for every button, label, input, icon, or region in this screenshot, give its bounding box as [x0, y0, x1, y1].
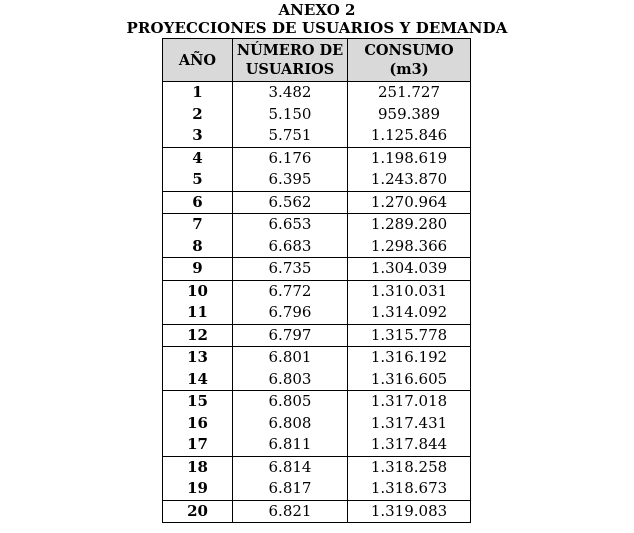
consumption-cell: 1.318.258 — [348, 456, 471, 478]
year-cell: 7 — [163, 214, 233, 236]
table-row — [163, 456, 471, 478]
year-cell: 3 — [163, 125, 233, 147]
consumption-cell: 1.243.870 — [348, 169, 471, 191]
year-cell: 14 — [163, 369, 233, 391]
table-row — [163, 478, 471, 500]
header-row — [163, 39, 471, 82]
document-subtitle: PROYECCIONES DE USUARIOS Y DEMANDA — [126, 19, 508, 37]
projections-table — [162, 38, 471, 523]
year-cell: 16 — [163, 413, 233, 435]
header-users: NÚMERO DE USUARIOS — [233, 39, 348, 82]
table-row — [163, 500, 471, 523]
users-cell: 6.395 — [233, 169, 348, 191]
year-cell: 12 — [163, 324, 233, 347]
users-cell: 3.482 — [233, 82, 348, 104]
table-row — [163, 147, 471, 169]
users-cell: 6.805 — [233, 391, 348, 413]
table-row — [163, 413, 471, 435]
users-cell: 6.814 — [233, 456, 348, 478]
year-cell: 18 — [163, 456, 233, 478]
consumption-cell: 1.316.605 — [348, 369, 471, 391]
consumption-cell: 1.319.083 — [348, 500, 471, 523]
year-cell: 5 — [163, 169, 233, 191]
users-cell: 5.751 — [233, 125, 348, 147]
consumption-cell: 1.317.431 — [348, 413, 471, 435]
users-cell: 5.150 — [233, 104, 348, 126]
year-cell: 20 — [163, 500, 233, 523]
year-cell: 4 — [163, 147, 233, 169]
users-cell: 6.801 — [233, 347, 348, 369]
header-year: AÑO — [163, 39, 233, 82]
table-row — [163, 82, 471, 104]
users-cell: 6.562 — [233, 191, 348, 214]
users-cell: 6.772 — [233, 280, 348, 302]
consumption-cell: 1.317.844 — [348, 434, 471, 456]
table-row — [163, 434, 471, 456]
year-cell: 19 — [163, 478, 233, 500]
table-row — [163, 258, 471, 281]
table-row — [163, 191, 471, 214]
users-cell: 6.821 — [233, 500, 348, 523]
users-cell: 6.683 — [233, 236, 348, 258]
users-cell: 6.797 — [233, 324, 348, 347]
consumption-cell: 1.318.673 — [348, 478, 471, 500]
table-header — [163, 39, 471, 82]
users-cell: 6.796 — [233, 302, 348, 324]
year-cell: 8 — [163, 236, 233, 258]
table-row — [163, 169, 471, 191]
year-cell: 1 — [163, 82, 233, 104]
consumption-cell: 1.125.846 — [348, 125, 471, 147]
annex-title: ANEXO 2 — [278, 1, 356, 19]
consumption-cell: 1.310.031 — [348, 280, 471, 302]
consumption-cell: 251.727 — [348, 82, 471, 104]
table-body — [163, 82, 471, 523]
users-cell: 6.653 — [233, 214, 348, 236]
users-cell: 6.803 — [233, 369, 348, 391]
table-row — [163, 236, 471, 258]
table-row — [163, 104, 471, 126]
consumption-cell: 1.270.964 — [348, 191, 471, 214]
consumption-cell: 1.314.092 — [348, 302, 471, 324]
users-cell: 6.735 — [233, 258, 348, 281]
table-row — [163, 369, 471, 391]
table-row — [163, 391, 471, 413]
consumption-cell: 959.389 — [348, 104, 471, 126]
year-cell: 15 — [163, 391, 233, 413]
consumption-cell: 1.316.192 — [348, 347, 471, 369]
year-cell: 13 — [163, 347, 233, 369]
year-cell: 9 — [163, 258, 233, 281]
year-cell: 17 — [163, 434, 233, 456]
users-cell: 6.808 — [233, 413, 348, 435]
header-consumption: CONSUMO (m3) — [348, 39, 471, 82]
consumption-cell: 1.198.619 — [348, 147, 471, 169]
consumption-cell: 1.317.018 — [348, 391, 471, 413]
year-cell: 11 — [163, 302, 233, 324]
consumption-cell: 1.304.039 — [348, 258, 471, 281]
consumption-cell: 1.315.778 — [348, 324, 471, 347]
table-row — [163, 324, 471, 347]
year-cell: 2 — [163, 104, 233, 126]
users-cell: 6.817 — [233, 478, 348, 500]
year-cell: 6 — [163, 191, 233, 214]
table-row — [163, 214, 471, 236]
consumption-cell: 1.298.366 — [348, 236, 471, 258]
consumption-cell: 1.289.280 — [348, 214, 471, 236]
year-cell: 10 — [163, 280, 233, 302]
table-row — [163, 347, 471, 369]
users-cell: 6.176 — [233, 147, 348, 169]
table-row — [163, 302, 471, 324]
users-cell: 6.811 — [233, 434, 348, 456]
table-row — [163, 125, 471, 147]
table-row — [163, 280, 471, 302]
